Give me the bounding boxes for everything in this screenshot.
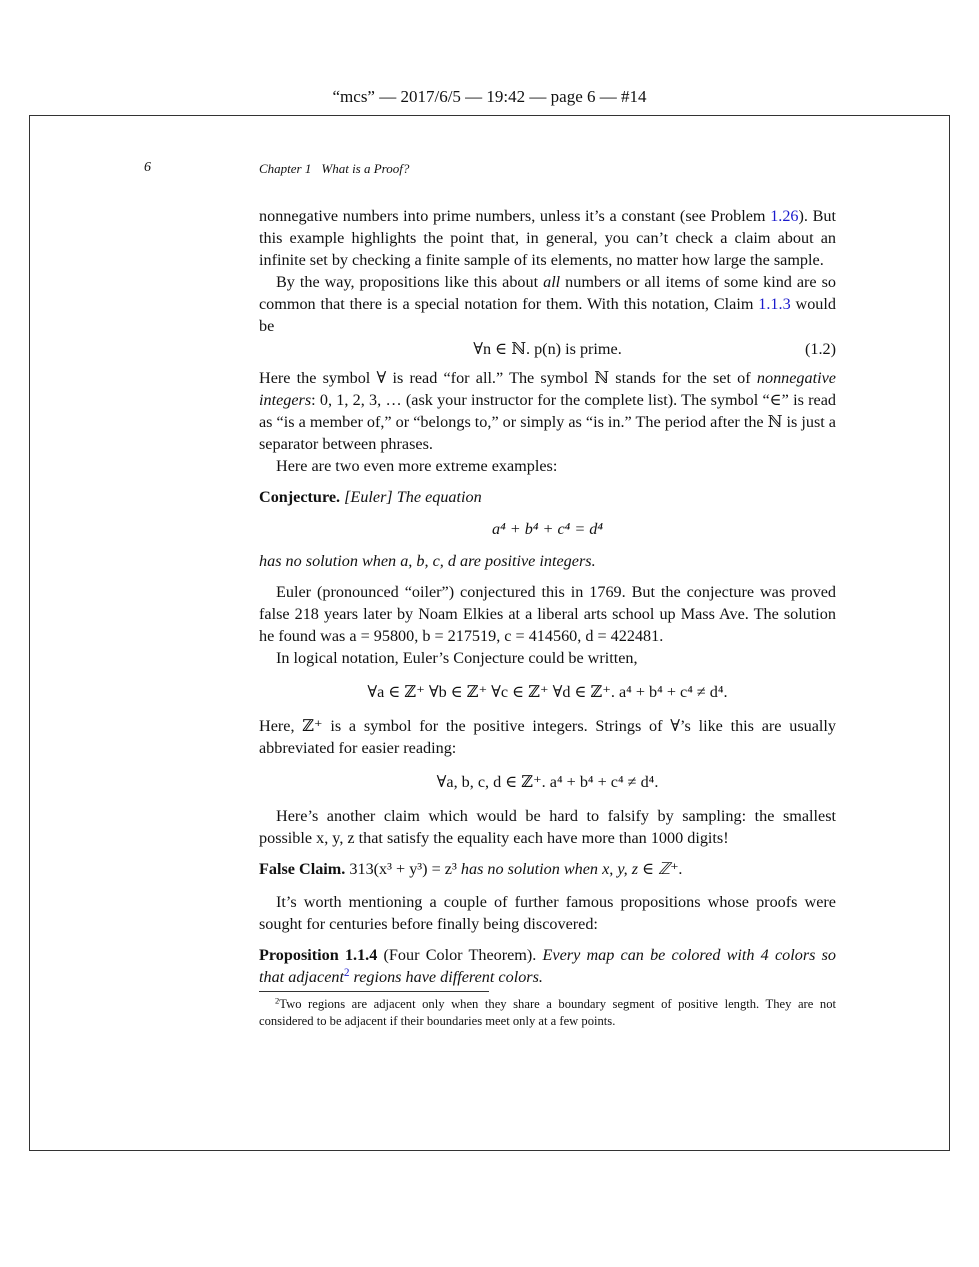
paragraph: In logical notation, Euler’s Conjecture could be written,	[276, 649, 638, 667]
paragraph: Here the symbol ∀ is read “for all.” The symbol ℕ stands for the set of nonnegative integers: 0, 1, 2, 3, … (ask your instructor for the complete list). The symbol “∈” is read as “is a member of,” or “belongs to,” or simply as “is in.” The period after the ℕ is just a separator between phrases.	[259, 369, 836, 453]
conjecture-tail: has no solution when a, b, c, d are positive integers.	[259, 552, 596, 570]
running-head-chapter: Chapter 1	[259, 161, 312, 176]
claim-link[interactable]: 1.1.3	[758, 295, 791, 313]
footnote-rule	[259, 991, 489, 992]
conjecture-equation: a⁴ + b⁴ + c⁴ = d⁴	[491, 520, 604, 538]
equation-formula: ∀n ∈ ℕ. p(n) is prime.	[473, 340, 622, 358]
problem-link[interactable]: 1.26	[770, 207, 799, 225]
euler-equation-long: ∀a ∈ ℤ⁺ ∀b ∈ ℤ⁺ ∀c ∈ ℤ⁺ ∀d ∈ ℤ⁺. a⁴ + b⁴ + c⁴ ≠ d⁴.	[367, 683, 728, 701]
running-head	[259, 161, 409, 177]
conjecture-label: Conjecture.	[259, 488, 341, 506]
equation-1-2	[259, 338, 836, 360]
paragraph: By the way, propositions like this about all numbers or all items of some kind are so common that there is a special notation for them. With this notation, Claim 1.1.3 would be	[259, 273, 836, 335]
running-head-title: What is a Proof?	[321, 161, 410, 176]
false-claim: False Claim. 313(x³ + y³) = z³ has no solution when x, y, z ∈ ℤ⁺.	[259, 860, 683, 878]
paragraph: It’s worth mentioning a couple of further famous propositions whose proofs were sought for centuries before finally being discovered:	[259, 893, 836, 933]
page-body	[259, 205, 836, 1030]
equation-number: (1.2)	[804, 340, 836, 358]
proposition-label: Proposition 1.1.4	[259, 946, 378, 964]
conjecture-statement: Conjecture. [Euler] The equation	[259, 488, 482, 506]
draft-header: “mcs” — 2017/6/5 — 19:42 — page 6 — #14	[332, 87, 647, 106]
footnote-mark[interactable]: 2	[343, 966, 350, 979]
paragraph: Here are two even more extreme examples:	[276, 457, 558, 475]
proposition: Proposition 1.1.4 (Four Color Theorem). Every map can be colored with 4 colors so that adjacent$^2$ regions have different colors.	[259, 946, 837, 986]
paragraph: Here’s another claim which would be hard to falsify by sampling: the smallest possible x, y, z that satisfy the equality each have more than 1000 digits!	[259, 807, 836, 847]
euler-equation-short: ∀a, b, c, d ∈ ℤ⁺. a⁴ + b⁴ + c⁴ ≠ d⁴.	[436, 773, 659, 791]
footnote: $^2$Two regions are adjacent only when they share a boundary segment of positive length. They are not considered to be adjacent if their boundaries meet only at a few points.	[259, 995, 836, 1028]
paragraph: nonnegative numbers into prime numbers, unless it’s a constant (see Problem 1.26). But this example highlights the point that, in general, you can’t check a claim about an infinite set by checking a finite sample of its elements, no matter how large the sample.	[259, 207, 837, 269]
page-number: 6	[144, 160, 151, 175]
paragraph: Euler (pronounced “oiler”) conjectured this in 1769. But the conjecture was proved false 218 years later by Noam Elkies at a liberal arts school up Mass Ave. The solution he found was a = 95800, b = 217519, c = 414560, d = 422481.	[259, 583, 836, 645]
paragraph: Here, ℤ⁺ is a symbol for the positive integers. Strings of ∀’s like this are usually abbreviated for easier reading:	[259, 717, 836, 757]
false-claim-label: False Claim.	[259, 860, 346, 878]
